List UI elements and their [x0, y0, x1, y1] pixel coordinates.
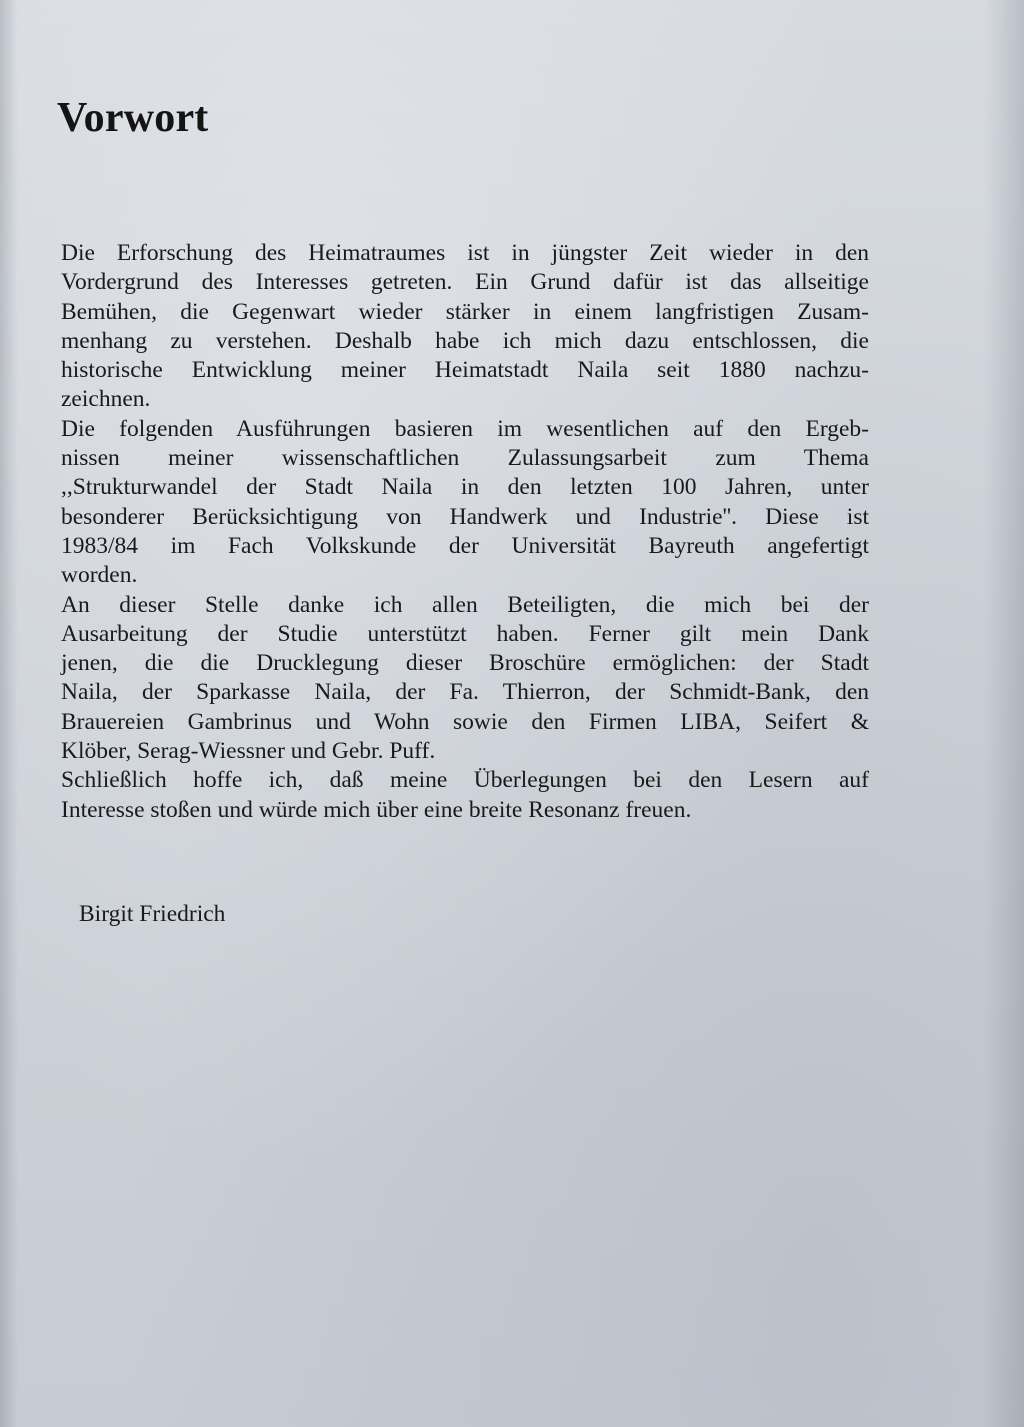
text-line: zeichnen.	[61, 386, 151, 413]
text-line: Die Erforschung des Heimatraumes ist in jüngster Zeit wieder in den	[61, 240, 869, 266]
text-line: An dieser Stelle danke ich allen Beteiligten, die mich bei der	[61, 591, 869, 618]
text-line: Naila, der Sparkasse Naila, der Fa. Thierron, der Schmidt-Bank, den	[61, 679, 869, 706]
text-line: Ausarbeitung der Studie unterstützt haben. Ferner gilt mein Dank	[61, 620, 869, 647]
text-line: 1983/84 im Fach Volkskunde der Universität Bayreuth angefertigt	[61, 532, 869, 559]
page-gutter-shadow	[984, 0, 1024, 1427]
text-line: Klöber, Serag-Wiessner und Gebr. Puff.	[61, 738, 436, 765]
text-line: Bemühen, die Gegenwart wieder stärker in einem langfristigen Zusam-	[61, 298, 869, 325]
text-line: jenen, die die Drucklegung dieser Broschüre ermöglichen: der Stadt	[61, 650, 869, 677]
foreword-body	[61, 239, 869, 825]
text-line: Vordergrund des Interesses getreten. Ein Grund dafür ist das allseitige	[61, 269, 869, 296]
page-edge-shadow	[0, 0, 18, 1427]
text-line: Die folgenden Ausführungen basieren im wesentlichen auf den Ergeb-	[61, 415, 869, 442]
text-line: menhang zu verstehen. Deshalb habe ich mich dazu entschlossen, die	[61, 327, 869, 354]
text-line: Interesse stoßen und würde mich über eine breite Resonanz freuen.	[61, 796, 692, 823]
text-line: nissen meiner wissenschaftlichen Zulassungsarbeit zum Thema	[61, 445, 869, 472]
text-line: historische Entwicklung meiner Heimatstadt Naila seit 1880 nachzu-	[61, 357, 869, 384]
text-line: Schließlich hoffe ich, daß meine Überlegungen bei den Lesern auf	[61, 767, 869, 794]
text-line: besonderer Berücksichtigung von Handwerk und Industrie''. Diese ist	[61, 503, 869, 530]
page-title: Vorwort	[57, 95, 209, 141]
text-line: Brauereien Gambrinus und Wohn sowie den Firmen LIBA, Seifert &	[61, 708, 869, 735]
text-line: worden.	[61, 562, 138, 589]
text-line: ,,Strukturwandel der Stadt Naila in den letzten 100 Jahren, unter	[61, 474, 869, 501]
author-signature: Birgit Friedrich	[79, 901, 226, 927]
